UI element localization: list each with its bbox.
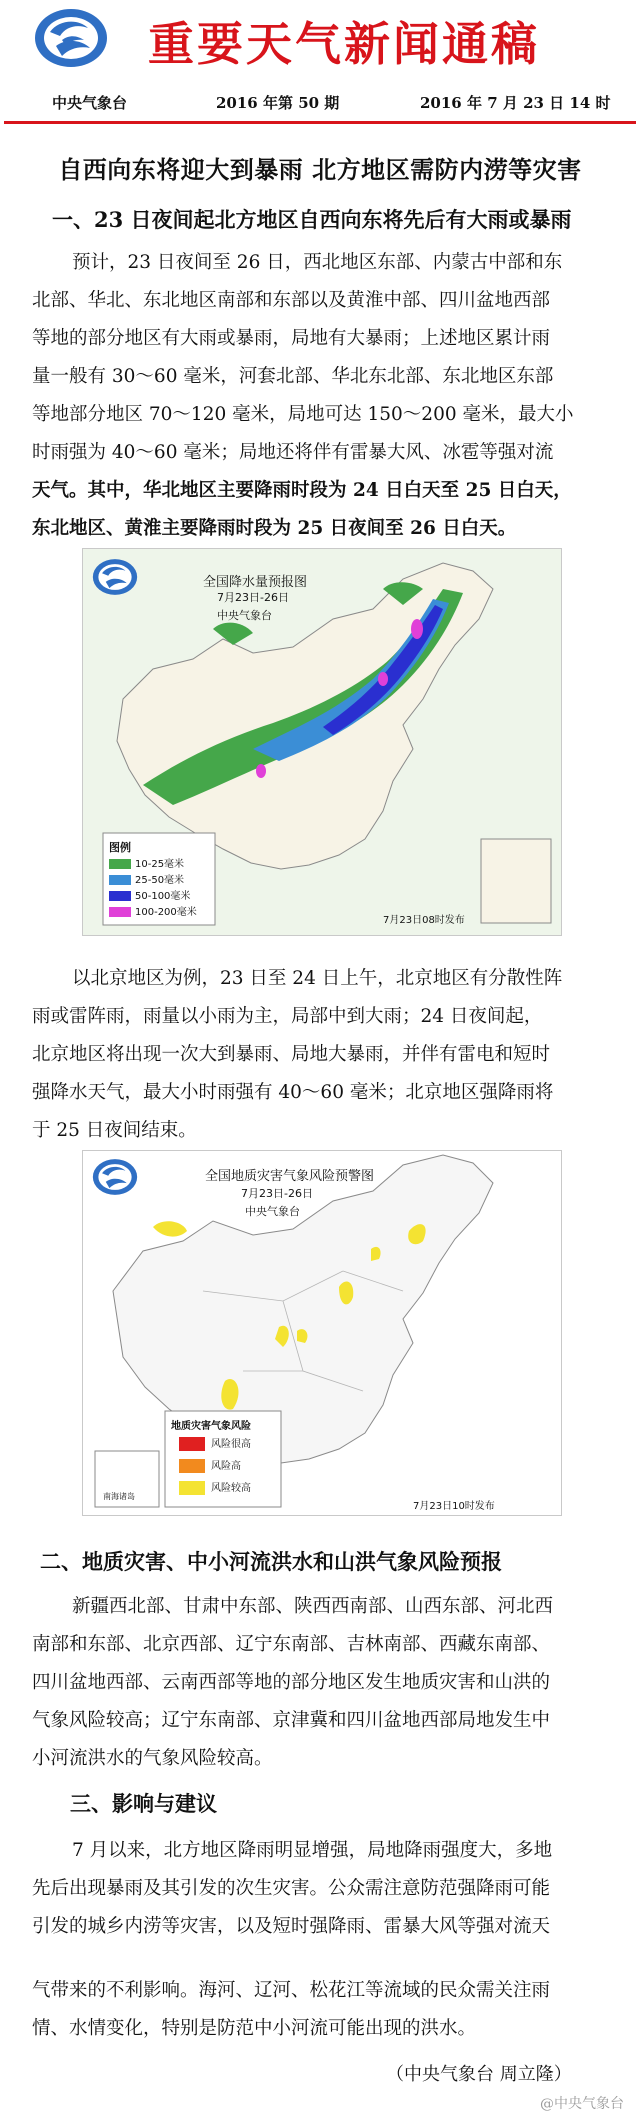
- author-signature: （中央气象台 周立隆）: [386, 2064, 572, 2085]
- text-line: 新疆西北部、甘肃中东部、陕西西南部、山西东部、河北西: [72, 1596, 554, 1617]
- legend-title: 图例: [109, 841, 131, 854]
- text-line: 7 月以来，北方地区降雨明显增强，局地降雨强度大，多地: [72, 1840, 553, 1861]
- text-line: 北部、华北、东北地区南部和东部以及黄淮中部、四川盆地西部: [32, 290, 551, 311]
- text-line: 气带来的不利影响。海河、辽河、松花江等流域的民众需关注雨: [32, 1980, 551, 2001]
- legend-item: 100-200毫米: [109, 903, 197, 919]
- text-line: 时雨强为 40～60 毫米；局地还将伴有雷暴大风、冰雹等强对流: [32, 442, 554, 463]
- text-line: 引发的城乡内涝等灾害，以及短时强降雨、雷暴大风等强对流天: [32, 1916, 551, 1937]
- geohazard-risk-map: [82, 1150, 562, 1516]
- section-2-title: 二、地质灾害、中小河流洪水和山洪气象风险预报: [40, 1549, 502, 1574]
- issue-number: 2016 年第 50 期: [216, 94, 340, 112]
- text-line: 小河流洪水的气象风险较高。: [32, 1748, 273, 1769]
- bulletin-title: 重要天气新闻通稿: [148, 17, 540, 71]
- legend-item: 风险较高: [179, 1479, 251, 1501]
- text-line: 先后出现暴雨及其引发的次生灾害。公众需注意防范强降雨可能: [32, 1878, 551, 1899]
- cma-logo-icon: [91, 1157, 139, 1197]
- header: [0, 0, 640, 86]
- beijing-paragraph: [32, 960, 612, 1150]
- text-line: 量一般有 30～60 毫米，河套北部、华北东北部、东北地区东部: [32, 366, 554, 387]
- map-title: 全国地质灾害气象风险预警图: [205, 1169, 375, 1184]
- legend-list: [109, 855, 197, 919]
- headline: 自西向东将迎大到暴雨 北方地区需防内涝等灾害: [58, 155, 582, 184]
- text-line: 天气。其中，华北地区主要降雨时段为 24 日白天至 25 日白天，: [32, 480, 572, 501]
- map-issued-time: 7月23日10时发布: [413, 1501, 495, 1512]
- text-line: 雨或雷阵雨，雨量以小雨为主，局部中到大雨；24 日夜间起，: [32, 1006, 543, 1027]
- legend-item: 25-50毫米: [109, 871, 197, 887]
- text-line: [32, 1946, 612, 1972]
- section-1-title: 一、23 日夜间起北方地区自西向东将先后有大雨或暴雨: [52, 207, 572, 232]
- map-issued-time: 7月23日08时发布: [383, 915, 465, 926]
- map-agency: 中央气象台: [245, 1205, 300, 1218]
- inset-label: 南海诸岛: [103, 1492, 135, 1501]
- section-1-body: [32, 244, 612, 548]
- cma-logo-icon: [32, 6, 110, 70]
- legend-item: 10-25毫米: [109, 855, 197, 871]
- cma-logo-icon: [91, 557, 139, 597]
- section-3-body: [32, 1832, 612, 2048]
- map-date-range: 7月23日-26日: [217, 591, 289, 604]
- legend-item: 风险高: [179, 1457, 251, 1479]
- precipitation-forecast-map: [82, 548, 562, 936]
- agency-name: 中央气象台: [52, 94, 128, 112]
- map-date-range: 7月23日-26日: [241, 1187, 313, 1200]
- legend-list: [179, 1435, 251, 1501]
- map-title: 全国降水量预报图: [203, 575, 308, 590]
- issue-datetime: 2016 年 7 月 23 日 14 时: [420, 94, 611, 112]
- text-line: 以北京地区为例，23 日至 24 日上午，北京地区有分散性阵: [72, 968, 563, 989]
- watermark: @中央气象台: [540, 2096, 624, 2112]
- section-3-title: 三、影响与建议: [70, 1791, 217, 1816]
- text-line: 北京地区将出现一次大到暴雨、局地大暴雨，并伴有雷电和短时: [32, 1044, 551, 1065]
- text-line: 四川盆地西部、云南西部等地的部分地区发生地质灾害和山洪的: [32, 1672, 551, 1693]
- legend-item: 风险很高: [179, 1435, 251, 1457]
- text-line: 情、水情变化，特别是防范中小河流可能出现的洪水。: [32, 2018, 477, 2039]
- header-divider: [4, 121, 636, 124]
- text-line: 南部和东部、北京西部、辽宁东南部、吉林南部、西藏东南部、: [32, 1634, 551, 1655]
- legend-title: 地质灾害气象风险: [171, 1421, 251, 1432]
- section-2-body: [32, 1588, 612, 1778]
- text-line: 于 25 日夜间结束。: [32, 1120, 197, 1141]
- map-agency: 中央气象台: [217, 609, 272, 622]
- legend-item: 50-100毫米: [109, 887, 197, 903]
- text-line: 气象风险较高；辽宁东南部、京津冀和四川盆地西部局地发生中: [32, 1710, 551, 1731]
- text-line: 预计，23 日夜间至 26 日，西北地区东部、内蒙古中部和东: [72, 252, 563, 273]
- text-line: 等地部分地区 70～120 毫米，局地可达 150～200 毫米，最大小: [32, 404, 574, 425]
- text-line: 东北地区、黄淮主要降雨时段为 25 日夜间至 26 日白天。: [32, 518, 517, 539]
- text-line: 等地的部分地区有大雨或暴雨，局地有大暴雨；上述地区累计雨: [32, 328, 551, 349]
- text-line: 强降水天气，最大小时雨强有 40～60 毫米；北京地区强降雨将: [32, 1082, 554, 1103]
